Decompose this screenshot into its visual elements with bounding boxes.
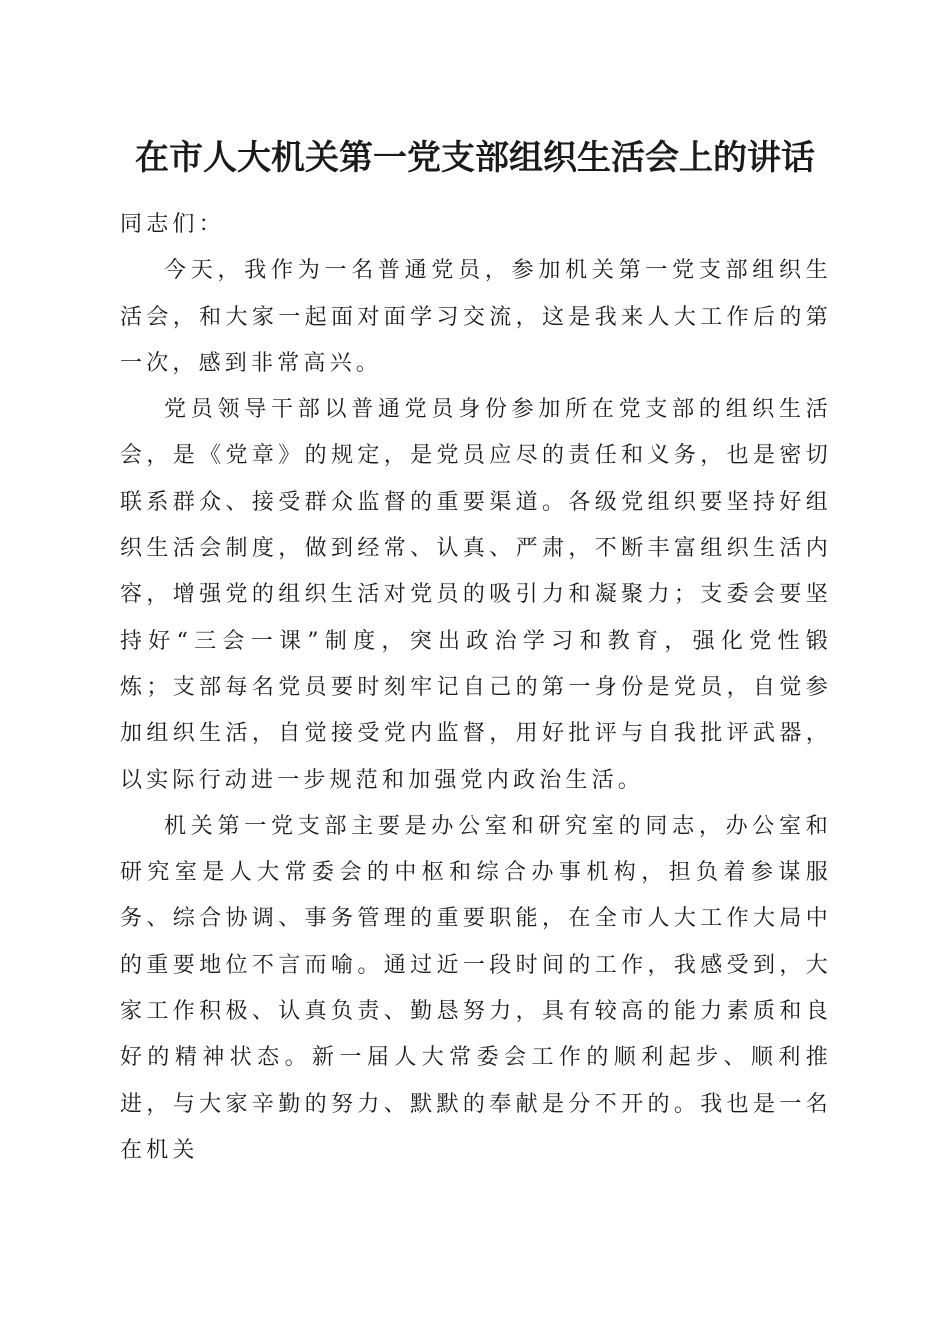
paragraph-3: 机关第一党支部主要是办公室和研究室的同志，办公室和研究室是人大常委会的中枢和综合办事机构，担负着参谋服务、综合协调、事务管理的重要职能，在全市人大工作大局中的重要地位不言而喻。通过近一段时间的工作，我感受到，大家工作积极、认真负责、勤恳努力，具有较高的能力素质和良好的精神状态。新一届人大常委会工作的顺利起步、顺利推进，与大家辛勤的努力、默默的奉献是分不开的。我也是一名在机关: [120, 813, 832, 1163]
paragraph-1: 今天，我作为一名普通党员，参加机关第一党支部组织生活会，和大家一起面对面学习交流，这是我来人大工作后的第一次，感到非常高兴。: [120, 258, 832, 376]
salutation: 同志们：: [120, 212, 225, 237]
paragraph-2: 党员领导干部以普通党员身份参加所在党支部的组织生活会，是《党章》的规定，是党员应尽的责任和义务，也是密切联系群众、接受群众监督的重要渠道。各级党组织要坚持好组织生活会制度，做到经常、认真、严肃，不断丰富组织生活内容，增强党的组织生活对党员的吸引力和凝聚力；支委会要坚持好“三会一课”制度，突出政治学习和教育，强化党性锻炼；支部每名党员要时刻牢记自己的第一身份是党员，自觉参加组织生活，自觉接受党内监督，用好批评与自我批评武器，以实际行动进一步规范和加强党内政治生活。: [120, 397, 832, 793]
document-body: [120, 202, 832, 1174]
document-title: 在市人大机关第一党支部组织生活会上的讲话: [135, 138, 815, 178]
